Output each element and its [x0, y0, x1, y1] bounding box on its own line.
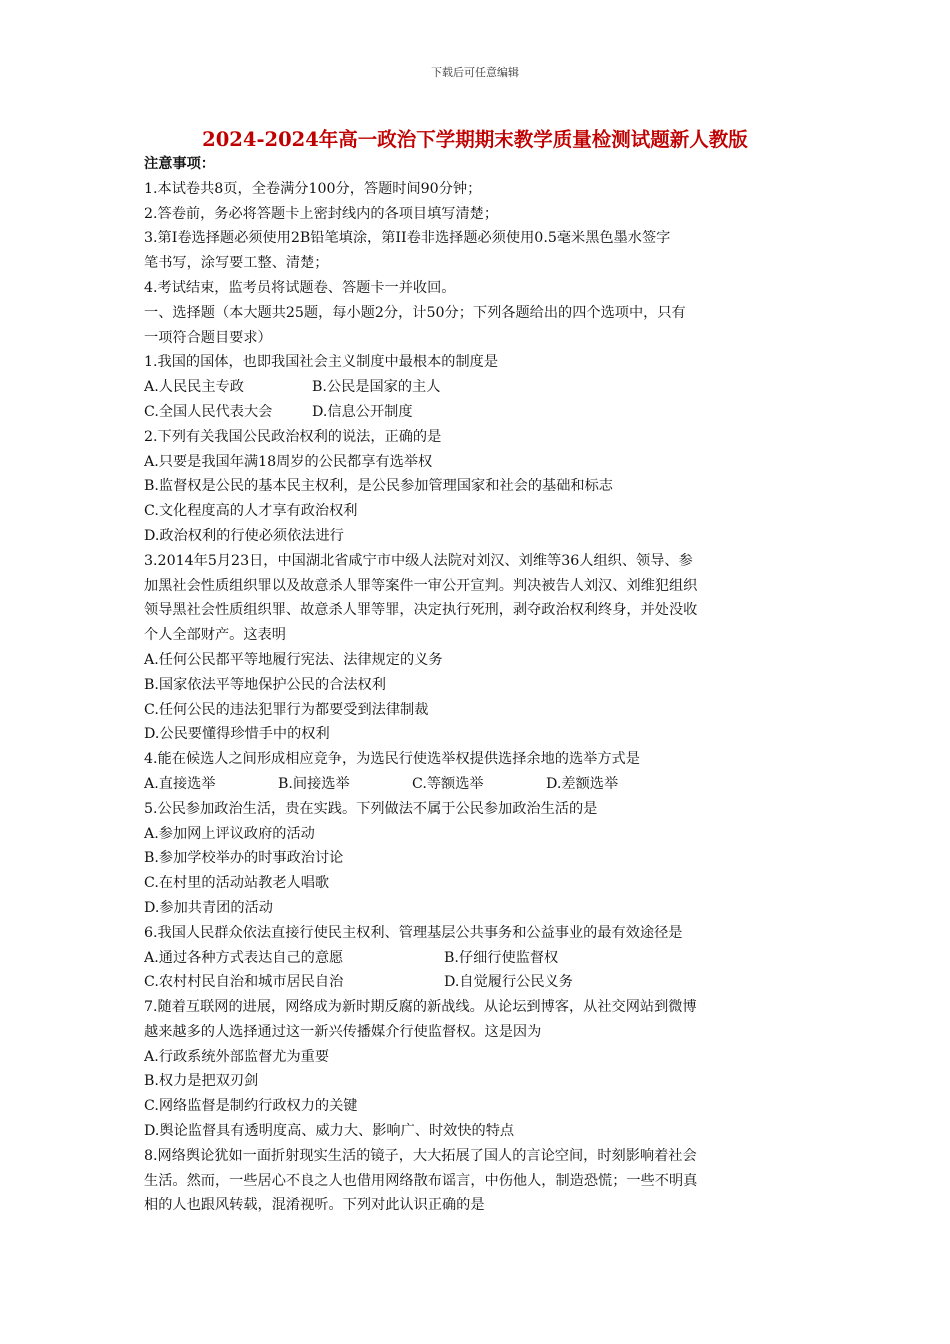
option-b: B.仔细行使监督权: [444, 949, 559, 966]
option-b: B.监督权是公民的基本民主权利，是公民参加管理国家和社会的基础和标志: [144, 478, 613, 495]
question-5-stem: 5.公民参加政治生活，贵在实践。下列做法不属于公民参加政治生活的是: [144, 800, 598, 817]
question-6-options-row2: [144, 970, 812, 995]
notice-item: 3.第I卷选择题必须使用2B铅笔填涂，第II卷非选择题必须使用0.5毫米黑色墨水签字: [144, 230, 671, 247]
question-6-options-row1: [144, 946, 812, 971]
option-a: A.直接选举: [144, 775, 216, 792]
option-c: C.网络监督是制约行政权力的关键: [144, 1098, 358, 1115]
question-7-stem: 7.随着互联网的进展，网络成为新时期反腐的新战线。从论坛到博客，从社交网站到微博: [144, 999, 697, 1016]
header-note: 下载后可任意编辑: [431, 66, 519, 79]
question-2-stem: 2.下列有关我国公民政治权利的说法，正确的是: [144, 428, 442, 445]
option-a: A.人民民主专政: [144, 379, 244, 396]
question-4-stem: 4.能在候选人之间形成相应竞争，为选民行使选举权提供选择余地的选举方式是: [144, 751, 640, 768]
option-b: B.权力是把双刃剑: [144, 1073, 259, 1090]
option-d: D.政治权利的行使必须依法进行: [144, 527, 344, 544]
option-d: D.公民要懂得珍惜手中的权利: [144, 726, 330, 743]
question-1-options-row2: [144, 400, 812, 425]
notice-item: 1.本试卷共8页，全卷满分100分，答题时间90分钟；: [144, 180, 482, 197]
question-7-stem-cont: 越来越多的人选择通过这一新兴传播媒介行使监督权。这是因为: [144, 1023, 542, 1040]
question-8-stem-cont: 相的人也跟风转载，混淆视听。下列对此认识正确的是: [144, 1197, 485, 1214]
question-8-stem-cont: 生活。然而，一些居心不良之人也借用网络散布谣言，中伤他人，制造恐慌；一些不明真: [144, 1172, 698, 1189]
question-1-options-row1: [144, 375, 812, 400]
question-3-stem: 3.2014年5月23日，中国湖北省咸宁市中级人法院对刘汉、刘维等36人组织、领导、参: [144, 552, 693, 569]
option-a: A.只要是我国年满18周岁的公民都享有选举权: [144, 453, 433, 470]
option-a: A.参加网上评议政府的活动: [144, 825, 315, 842]
question-3-stem-cont: 领导黑社会性质组织罪、故意杀人罪等罪，决定执行死刑，剥夺政治权利终身，并处没收: [144, 602, 698, 619]
option-a: A.任何公民都平等地履行宪法、法律规定的义务: [144, 651, 443, 668]
question-3-stem-cont: 个人全部财产。这表明: [144, 627, 286, 644]
question-4-options: [144, 772, 812, 797]
option-c: C.等额选举: [412, 775, 484, 792]
section-heading-cont: 一项符合题目要求）: [144, 329, 272, 346]
option-d: D.自觉履行公民义务: [444, 974, 573, 991]
option-d: D.参加共青团的活动: [144, 899, 273, 916]
option-d: D.差额选举: [546, 775, 619, 792]
option-c: C.在村里的活动站教老人唱歌: [144, 875, 330, 892]
question-3-stem-cont: 加黑社会性质组织罪以及故意杀人罪等案件一审公开宣判。判决被告人刘汉、刘维犯组织: [144, 577, 698, 594]
notice-item: 4.考试结束，监考员将试题卷、答题卡一并收回。: [144, 279, 456, 296]
document-title: 2024-2024年高一政治下学期期末教学质量检测试题新人教版: [202, 128, 748, 151]
option-c: C.文化程度高的人才享有政治权利: [144, 503, 358, 520]
option-b: B.参加学校举办的时事政治讨论: [144, 850, 344, 867]
section-heading: 一、选择题（本大题共25题，每小题2分，计50分；下列各题给出的四个选项中，只有: [144, 304, 686, 321]
document-body: [144, 152, 812, 1218]
option-b: B.间接选举: [278, 775, 350, 792]
question-8-stem: 8.网络舆论犹如一面折射现实生活的镜子，大大拓展了国人的言论空间，时刻影响着社会: [144, 1147, 697, 1164]
option-a: A.行政系统外部监督尤为重要: [144, 1048, 330, 1065]
question-6-stem: 6.我国人民群众依法直接行使民主权利、管理基层公共事务和公益事业的最有效途径是: [144, 924, 683, 941]
notice-item: 2.答卷前，务必将答题卡上密封线内的各项目填写清楚；: [144, 205, 499, 222]
option-d: D.信息公开制度: [312, 403, 413, 420]
option-c: C.全国人民代表大会: [144, 403, 273, 420]
option-c: C.任何公民的违法犯罪行为都要受到法律制裁: [144, 701, 429, 718]
notice-heading: 注意事项：: [144, 156, 215, 172]
option-c: C.农村村民自治和城市居民自治: [144, 974, 344, 991]
option-a: A.通过各种方式表达自己的意愿: [144, 949, 344, 966]
option-b: B.国家依法平等地保护公民的合法权利: [144, 676, 386, 693]
question-1-stem: 1.我国的国体，也即我国社会主义制度中最根本的制度是: [144, 354, 499, 371]
notice-item: 笔书写，涂写要工整、清楚；: [144, 255, 329, 272]
option-d: D.舆论监督具有透明度高、威力大、影响广、时效快的特点: [144, 1123, 515, 1140]
option-b: B.公民是国家的主人: [312, 379, 441, 396]
